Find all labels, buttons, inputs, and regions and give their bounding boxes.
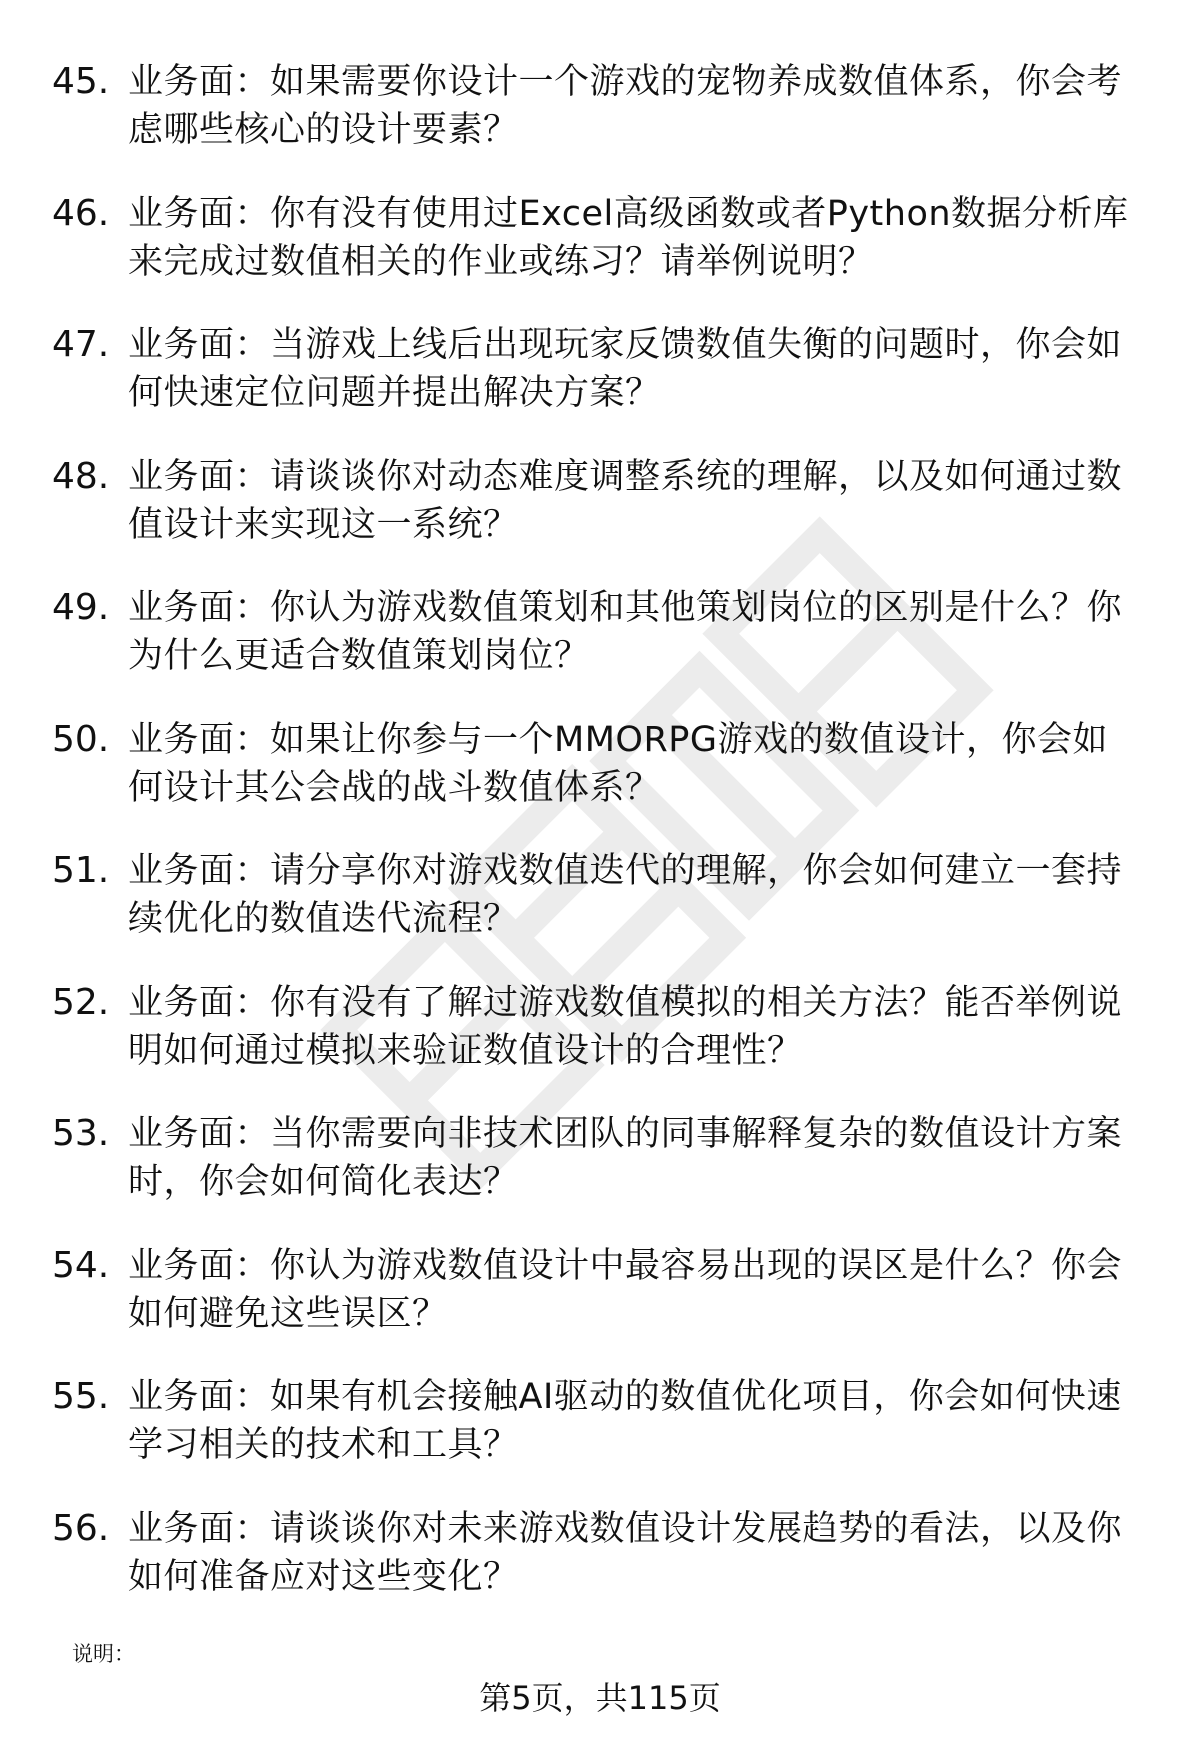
question-list (0, 58, 1200, 1636)
question-number: 46. (52, 192, 110, 234)
question-number: 47. (52, 324, 110, 365)
note-label: 说明： (72, 1642, 135, 1666)
question-item (0, 1110, 1200, 1242)
question-number: 55. (52, 1376, 110, 1417)
question-number: 56. (52, 1507, 110, 1549)
question-text: 业务面：当游戏上线后出现玩家反馈数值失衡的问题时，你会如何快速定位问题并提出解决方案？ (128, 325, 1123, 413)
question-text: 业务面：请谈谈你对未来游戏数值设计发展趋势的看法，以及你如何准备应对这些变化？ (128, 1508, 1123, 1597)
question-item (0, 1242, 1200, 1374)
question-item (0, 58, 1200, 190)
question-item (0, 321, 1200, 453)
question-number: 48. (52, 455, 110, 497)
question-item (0, 453, 1200, 585)
question-number: 53. (52, 1113, 110, 1154)
question-number: 52. (52, 981, 110, 1023)
question-item (0, 1505, 1200, 1637)
question-item (0, 584, 1200, 716)
question-text: 业务面：当你需要向非技术团队的同事解释复杂的数值设计方案时，你会如何简化表达？ (128, 1114, 1123, 1202)
question-item (0, 979, 1200, 1111)
question-number: 54. (52, 1244, 110, 1286)
question-number: 45. (52, 61, 110, 102)
question-text: 业务面：请分享你对游戏数值迭代的理解，你会如何建立一套持续优化的数值迭代流程？ (128, 851, 1123, 939)
page-number-footer: 第5页，共115页 (479, 1679, 721, 1717)
question-text: 业务面：你有没有使用过Excel高级函数或者Python数据分析库来完成过数值相关的作业或练习？请举例说明？ (128, 193, 1129, 282)
question-item (0, 1373, 1200, 1505)
question-text: 业务面：你认为游戏数值策划和其他策划岗位的区别是什么？你为什么更适合数值策划岗位？ (128, 588, 1123, 676)
question-item (0, 716, 1200, 848)
question-number: 51. (52, 850, 110, 891)
question-text: 业务面：请谈谈你对动态难度调整系统的理解，以及如何通过数值设计来实现这一系统？ (128, 456, 1123, 545)
question-text: 业务面：你认为游戏数值设计中最容易出现的误区是什么？你会如何避免这些误区？ (128, 1245, 1123, 1334)
question-text: 业务面：你有没有了解过游戏数值模拟的相关方法？能否举例说明如何通过模拟来验证数值设计的合理性？ (128, 982, 1123, 1071)
question-text: 业务面：如果有机会接触AI驱动的数值优化项目，你会如何快速学习相关的技术和工具？ (128, 1377, 1122, 1465)
question-number: 49. (52, 587, 110, 628)
question-text: 业务面：如果让你参与一个MMORPG游戏的数值设计，你会如何设计其公会战的战斗数值体系？ (128, 719, 1108, 808)
question-text: 业务面：如果需要你设计一个游戏的宠物养成数值体系，你会考虑哪些核心的设计要素？ (128, 62, 1123, 150)
question-number: 50. (52, 718, 110, 760)
question-item (0, 847, 1200, 979)
question-item (0, 190, 1200, 322)
